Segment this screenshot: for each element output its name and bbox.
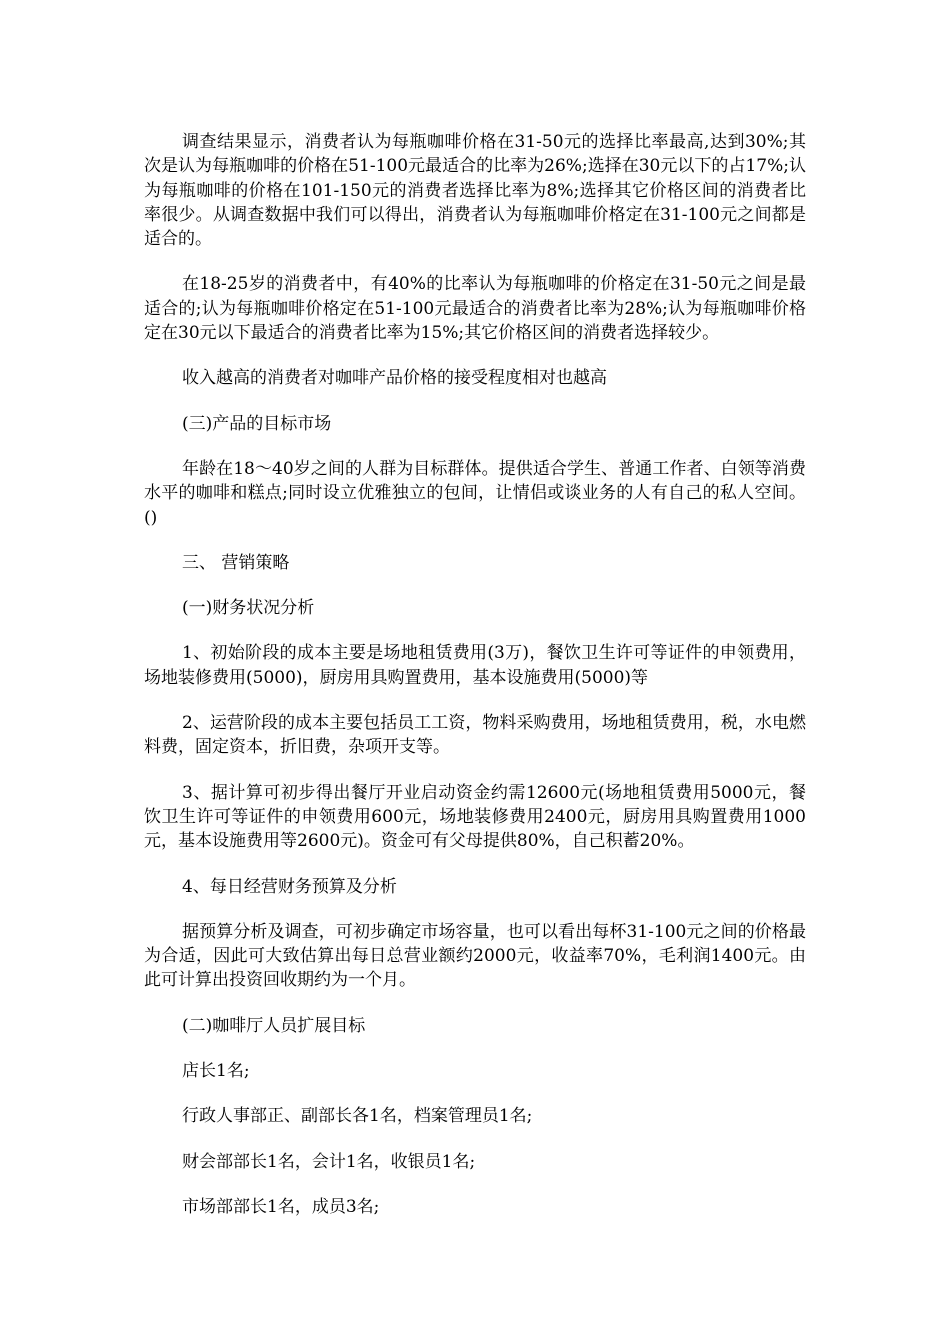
paragraph-initial-costs: 1、初始阶段的成本主要是场地租赁费用(3万)，餐饮卫生许可等证件的申领费用，场地装修费用(5000)，厨房用具购置费用，基本设施费用(5000)等 xyxy=(144,643,806,688)
section-heading-target-market: (三)产品的目标市场 xyxy=(182,413,332,434)
list-item-marketing: 市场部部长1名，成员3名; xyxy=(182,1196,380,1217)
paragraph-operating-costs: 2、运营阶段的成本主要包括员工工资，物料采购费用，场地租赁费用，税，水电燃料费，固定资本，折旧费，杂项开支等。 xyxy=(144,713,806,758)
list-item-finance: 财会部部长1名，会计1名，收银员1名; xyxy=(182,1151,476,1172)
paragraph-budget-analysis: 据预算分析及调查，可初步确定市场容量，也可以看出每杯31-100元之间的价格最为合适，因此可大致估算出每日总营业额约2000元，收益率70%，毛利润1400元。由此可计算出投资回收期约为一个月。 xyxy=(144,921,806,991)
section-heading-financial-analysis: (一)财务状况分析 xyxy=(182,598,315,619)
paragraph-age-18-25-preference: 在18-25岁的消费者中，有40%的比率认为每瓶咖啡的价格定在31-50元之间是最适合的;认为每瓶咖啡价格定在51-100元最适合的消费者比率为28%;认为每瓶咖啡价格定在30元以下最适合的消费者比率为15%;其它价格区间的消费者选择较少。 xyxy=(144,274,806,344)
paragraph-income-acceptance: 收入越高的消费者对咖啡产品价格的接受程度相对也越高 xyxy=(182,368,607,389)
section-heading-daily-budget: 4、每日经营财务预算及分析 xyxy=(182,876,397,897)
list-item-admin-hr: 行政人事部正、副部长各1名，档案管理员1名; xyxy=(182,1106,533,1127)
document-body xyxy=(144,130,806,1240)
section-heading-staff-expansion: (二)咖啡厅人员扩展目标 xyxy=(182,1015,366,1036)
paragraph-price-survey-results: 调查结果显示，消费者认为每瓶咖啡价格在31-50元的选择比率最高,达到30%;其次是认为每瓶咖啡的价格在51-100元最适合的比率为26%;选择在30元以下的占17%;认为每瓶咖啡的价格在101-150元的消费者选择比率为8%;选择其它价格区间的消费者比率很少。从调查数据中我们可以得出，消费者认为每瓶咖啡价格定在31-100元之间都是适合的。 xyxy=(144,132,806,250)
list-item-store-manager: 店长1名; xyxy=(182,1061,250,1082)
paragraph-startup-capital: 3、据计算可初步得出餐厅开业启动资金约需12600元(场地租赁费用5000元，餐饮卫生许可等证件的申领费用600元，场地装修费用2400元，厨房用具购置费用1000元，基本设施费用等2600元)。资金可有父母提供80%，自己积蓄20%。 xyxy=(144,782,806,852)
paragraph-target-group: 年龄在18～40岁之间的人群为目标群体。提供适合学生、普通工作者、白领等消费水平的咖啡和糕点;同时设立优雅独立的包间，让情侣或谈业务的人有自己的私人空间。() xyxy=(144,458,806,528)
section-heading-marketing-strategy: 三、 营销策略 xyxy=(182,552,290,573)
